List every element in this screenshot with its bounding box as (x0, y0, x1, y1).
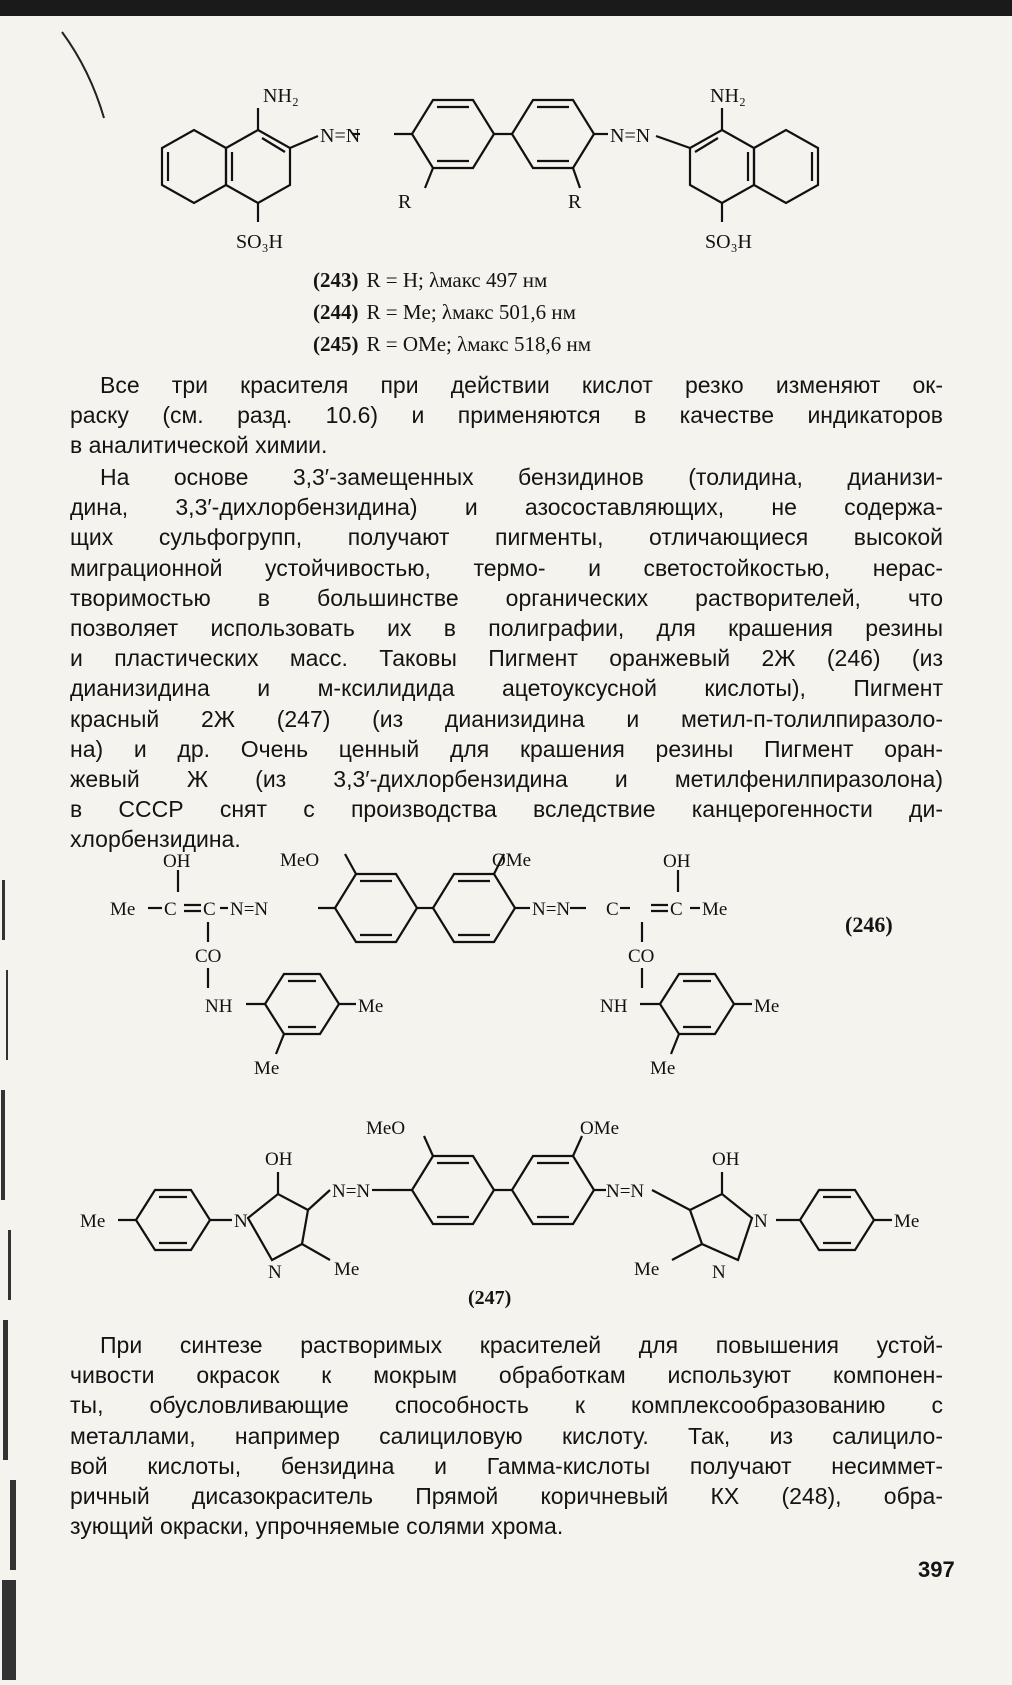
oh-246-right: OH (663, 851, 691, 872)
structure-246 (0, 850, 1012, 1100)
paragraph-indicators: Все три красителя при действии кислот резко изменяют ок- раску (см. разд. 10.6) и применяются в качестве индикаторов в аналитической химии. (70, 372, 943, 459)
n1-247-right: N (754, 1211, 768, 1232)
xylidide-left-ring (265, 974, 339, 1034)
c2-right: C (670, 899, 683, 920)
biphenyl-247-left-ring (412, 1156, 494, 1224)
naphthalene-right-left-ring (690, 130, 754, 203)
biphenyl-right-ring (512, 100, 594, 168)
xylidide-right-ring (660, 974, 734, 1034)
page-number: 397 (918, 1557, 955, 1582)
me-tolyl-right: Me (894, 1211, 920, 1232)
nh-246-right: NH (600, 996, 628, 1017)
r-right: R (568, 191, 582, 213)
dye-series-list (313, 264, 591, 360)
azo-left: N=N (320, 125, 361, 147)
scan-top-border (0, 0, 1012, 16)
r-left: R (398, 191, 412, 213)
biphenyl-left-ring (412, 100, 494, 168)
oh-246-left: OH (163, 851, 191, 872)
tolyl-right-ring (800, 1190, 874, 1250)
me-ring-left-ortho: Me (254, 1058, 280, 1079)
me-ring-left-para: Me (358, 996, 384, 1017)
series-243: (243) R = H; λмакс 497 нм (313, 268, 548, 292)
oh-247-left: OH (265, 1149, 293, 1170)
structure-247 (0, 1110, 1012, 1290)
me-pyrazolone-left: Me (334, 1259, 360, 1280)
azo-246-right: N=N (532, 899, 571, 920)
oh-247-right: OH (712, 1149, 740, 1170)
n1-247-left: N (234, 1211, 248, 1232)
biphenyl-247-right-ring (512, 1156, 594, 1224)
me-ring-right-para: Me (754, 996, 780, 1017)
naphthalene-right-ring (226, 130, 290, 203)
pyrazolone-right-ring (690, 1194, 752, 1260)
me-end-right: Me (702, 899, 728, 920)
tolyl-left-ring (136, 1190, 210, 1250)
nh2-right: NH₂ (710, 85, 746, 107)
me-end-left: Me (110, 899, 136, 920)
label-247: (247) (468, 1287, 512, 1309)
paragraph-soluble-dyes: При синтезе растворимых красителей для повышения устой- чивости окрасок к мокрым обработкам используют компонен- ты, обусловливающие способность к комплексообразованию с металлами, например салициловую кислоту. Так, из салицило- вой кислоты, бензидина и Гамма-кислоты получают несиммет- ричный дисазокраситель Прямой коричневый КХ (248), обра- зующий окраски, упрочняемые солями хрома. (70, 1332, 943, 1540)
series-244: (244) R = Me; λмакс 501,6 нм (313, 300, 576, 324)
me-tolyl-left: Me (80, 1211, 106, 1232)
structure-243-245 (0, 80, 1012, 260)
so3h-left: SO₃H (236, 231, 283, 253)
c2-left: C (203, 899, 216, 920)
nh-246-left: NH (205, 996, 233, 1017)
paragraph-pigments: На основе 3,3′-замещенных бензидинов (толидина, дианизи- дина, 3,3′-дихлорбензидина) и азосоставляющих, не содержа- щих сульфогрупп, получают пигменты, отличающиеся высокой миграционной устойчивостью, термо- и светостойкостью, нерас- творимостью в большинстве органических растворителей, что позволяет использовать их в полиграфии, для крашения резины и пластических масс. Таковы Пигмент оранжевый 2Ж (246) (из дианизидина и м-ксилидида ацетоуксусной кислоты), Пигмент красный 2Ж (247) (из дианизидина и метил-п-толилпиразоло- на) и др. Очень ценный для крашения резины Пигмент оран- жевый Ж (из 3,3′-дихлорбензидина и метилфенилпиразолона) в СССР снят с производства вследствие канцерогенности ди- хлорбензидина. (70, 464, 943, 853)
n2-247-left: N (268, 1262, 282, 1283)
biphenyl-246-right-ring (433, 874, 515, 942)
n2-247-right: N (712, 1262, 726, 1283)
biphenyl-246-left-ring (335, 874, 417, 942)
azo-246-left: N=N (230, 899, 269, 920)
azo-right: N=N (610, 125, 651, 147)
naphthalene-right-right-ring (754, 130, 818, 203)
ome-246-right: OMe (492, 850, 532, 871)
c-right: C (606, 899, 619, 920)
pyrazolone-left-ring (248, 1194, 308, 1260)
me-ring-right-ortho: Me (650, 1058, 676, 1079)
naphthalene-left-ring (162, 130, 226, 203)
series-245: (245) R = OMe; λмакс 518,6 нм (313, 332, 592, 356)
ome-247-right: OMe (580, 1118, 620, 1139)
so3h-right: SO₃H (705, 231, 752, 253)
c-left: C (164, 899, 177, 920)
azo-247-right: N=N (606, 1181, 645, 1202)
azo-247-left: N=N (332, 1181, 371, 1202)
meo-247-left: MeO (366, 1118, 406, 1139)
co-246-right: CO (628, 946, 655, 967)
meo-246-left: MeO (280, 850, 320, 871)
nh2-left: NH₂ (263, 85, 299, 107)
me-pyrazolone-right: Me (634, 1259, 660, 1280)
label-246: (246) (845, 912, 893, 937)
co-246-left: CO (195, 946, 222, 967)
